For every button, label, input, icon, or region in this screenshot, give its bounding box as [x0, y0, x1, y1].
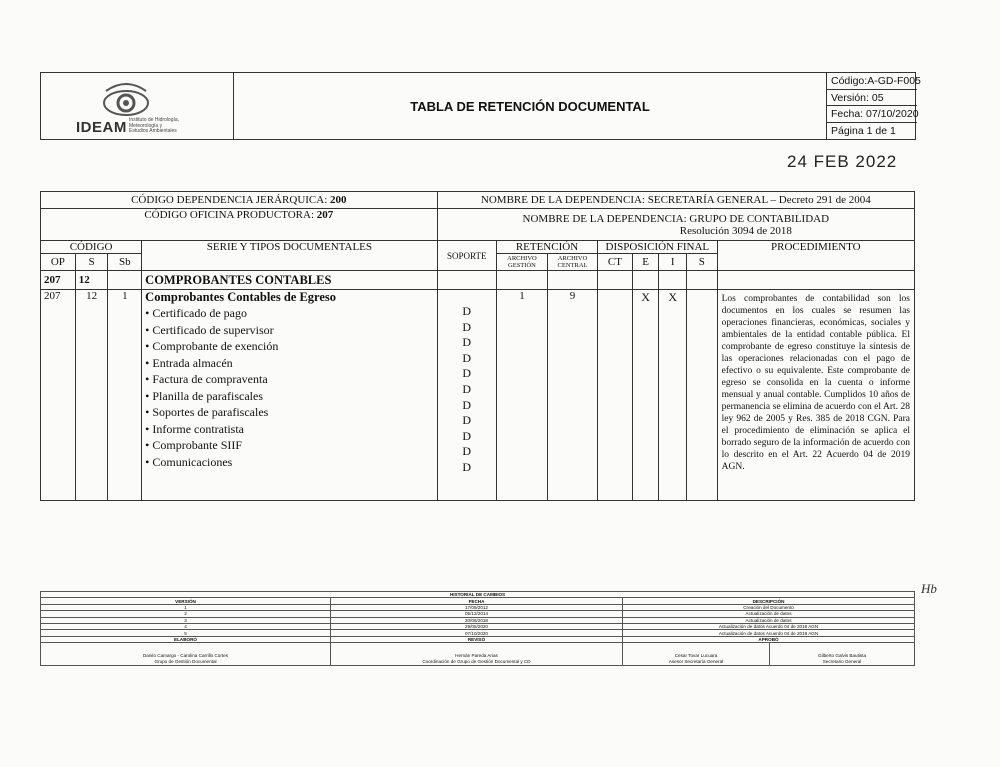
cell-sb: 1 — [108, 290, 142, 501]
aprobo-cell-2: Gilberto Galvis Bautista Secretario General — [770, 643, 915, 666]
nombre-dependencia: NOMBRE DE LA DEPENDENCIA: SECRETARÍA GENERAL – Decreto 291 de 2004 — [437, 192, 914, 209]
document-title: TABLA DE RETENCIÓN DOCUMENTAL — [410, 98, 650, 114]
header-procedimiento: PROCEDIMIENTO — [717, 241, 914, 271]
tipos-list — [145, 305, 433, 470]
table-row: 1 17/09/2012 Creación del Documento — [41, 604, 915, 610]
date-stamp: 24 FEB 2022 — [787, 152, 898, 171]
header-archivo-central: ARCHIVO CENTRAL — [547, 254, 597, 271]
reviso-cell: Hernán Pareda Arias Coordinación de Grupo de Gestión Documental y CD — [331, 643, 623, 666]
logo-subtitle: Instituto de Hidrología, Meteorología y Estudios Ambientales — [129, 117, 180, 134]
cell-i: X — [659, 290, 687, 501]
eye-logo-icon — [96, 77, 156, 121]
retention-table — [40, 191, 915, 501]
cell-e: X — [632, 290, 659, 501]
aprobo-cell-1: Cesar Tovar Lucuara Asesor Secretaría General — [623, 643, 770, 666]
history-header-elaboro: ELABORÓ — [41, 636, 331, 642]
list-item: • Comprobante SIIF — [145, 438, 243, 452]
codigo-oficina: CÓDIGO OFICINA PRODUCTORA: 207 — [41, 209, 438, 241]
header-sb: Sb — [108, 254, 142, 271]
meta-version: Versión: 05 — [827, 90, 917, 107]
cell-serie: COMPROBANTES CONTABLES — [142, 271, 437, 290]
table-row: 5 07/10/2020 Actualización de datos Acuerdo 04 de 2019 AGN — [41, 630, 915, 636]
header-codigo: CÓDIGO — [41, 241, 142, 254]
ideam-logo — [41, 73, 234, 139]
table-row: 4 29/05/2020 Actualización de datos Acuerdo 04 de 2019 AGN — [41, 623, 915, 629]
nombre-dependencia-grupo: NOMBRE DE LA DEPENDENCIA: GRUPO DE CONTABILIDAD Resolución 3094 de 2018 — [437, 209, 914, 241]
header-s-disp: S — [686, 254, 717, 271]
history-header-aprobo: APROBÓ — [623, 636, 915, 642]
header-serie: SERIE Y TIPOS DOCUMENTALES — [142, 241, 437, 271]
cell-gestion: 1 — [496, 290, 547, 501]
meta-code: Código:A-GD-F005 — [827, 73, 917, 90]
signature-row — [41, 643, 915, 666]
header-ct: CT — [598, 254, 633, 271]
handwritten-initials: Hb — [921, 581, 937, 596]
list-item: • Comprobante de exención — [145, 339, 279, 353]
cell-sb — [108, 271, 142, 290]
table-row: 2 05/12/2014 Actualización de datos — [41, 611, 915, 617]
history-header-version: VERSIÓN — [41, 598, 331, 604]
cell-op: 207 — [41, 290, 76, 501]
history-table — [40, 591, 915, 666]
header-i: I — [659, 254, 687, 271]
cell-s-disp — [686, 290, 717, 501]
history-title: HISTORIAL DE CAMBIOS — [41, 592, 915, 598]
history-header-fecha: FECHA — [331, 598, 623, 604]
header-disposicion: DISPOSICIÓN FINAL — [598, 241, 718, 254]
list-item: • Certificado de pago — [145, 306, 248, 320]
header-s: S — [75, 254, 108, 271]
header-e: E — [632, 254, 659, 271]
document-meta — [826, 73, 921, 139]
logo-wordmark: IDEAM — [76, 119, 127, 136]
cell-subserie: Comprobantes Contables de Egreso • Certificado de pago • Certificado de supervisor • Comprobante de exención • Entrada almacén • Factura de compraventa • Planilla de parafiscales • Soportes de parafiscales • Informe contratista • Comprobante SIIF • Comunicaciones — [142, 290, 437, 501]
list-item: • Informe contratista — [145, 421, 245, 436]
table-row — [41, 271, 915, 290]
header-soporte: SOPORTE — [437, 241, 496, 271]
cell-s: 12 — [75, 290, 108, 501]
elaboro-cell: Danilo Camargo - Carolina Carrillo Cortes Grupo de Gestión Documental — [41, 643, 331, 666]
list-item: • Certificado de supervisor — [145, 322, 274, 337]
cell-soporte: D D D D D D D D D D D — [437, 290, 496, 501]
header-op: OP — [41, 254, 76, 271]
cell-ct — [598, 290, 633, 501]
codigo-dependencia: CÓDIGO DEPENDENCIA JERÁRQUICA: 200 — [41, 192, 438, 209]
history-header-reviso: REVISÓ — [331, 636, 623, 642]
cell-op: 207 — [41, 271, 76, 290]
table-row: 3 20/06/2018 Actualización de datos — [41, 617, 915, 623]
list-item: • Entrada almacén — [145, 355, 233, 370]
meta-date: Fecha: 07/10/2020 — [827, 106, 917, 123]
cell-central: 9 — [547, 290, 597, 501]
meta-page: Página 1 de 1 — [831, 124, 896, 137]
header-retencion: RETENCIÓN — [496, 241, 597, 254]
list-item: • Factura de compraventa — [145, 372, 268, 386]
document-header — [40, 72, 921, 140]
table-row — [41, 290, 915, 501]
history-header-descripcion: DESCRIPCIÓN — [623, 598, 915, 604]
list-item: • Comunicaciones — [145, 454, 233, 469]
list-item: • Soportes de parafiscales — [145, 405, 269, 419]
cell-procedimiento: Los comprobantes de contabilidad son los documentos en los cuales se resumen las operaciones financieras, económicas, sociales y ambientales de la entidad contable pública. El comprobante de egreso constituye la síntesis de las operaciones relacionadas con el pago de efectivo o su equivalente. Este comprobante de egreso se consolida en la cuenta o informe mensual y anual contable. Cumplidos 10 años de permanencia se elimina de acuerdo con el Art. 28 ley 962 de 2005 y Res. 385 de 2018 CGN. Para el procedimiento de eliminación se aplica el borrado seguro de la información de acuerdo con lo descrito en el Art. 22 Acuerdo 04 de 2019 AGN. — [717, 290, 914, 501]
cell-s: 12 — [75, 271, 108, 290]
header-archivo-gestion: ARCHIVO GESTIÓN — [496, 254, 547, 271]
list-item: • Planilla de parafiscales — [145, 388, 263, 403]
